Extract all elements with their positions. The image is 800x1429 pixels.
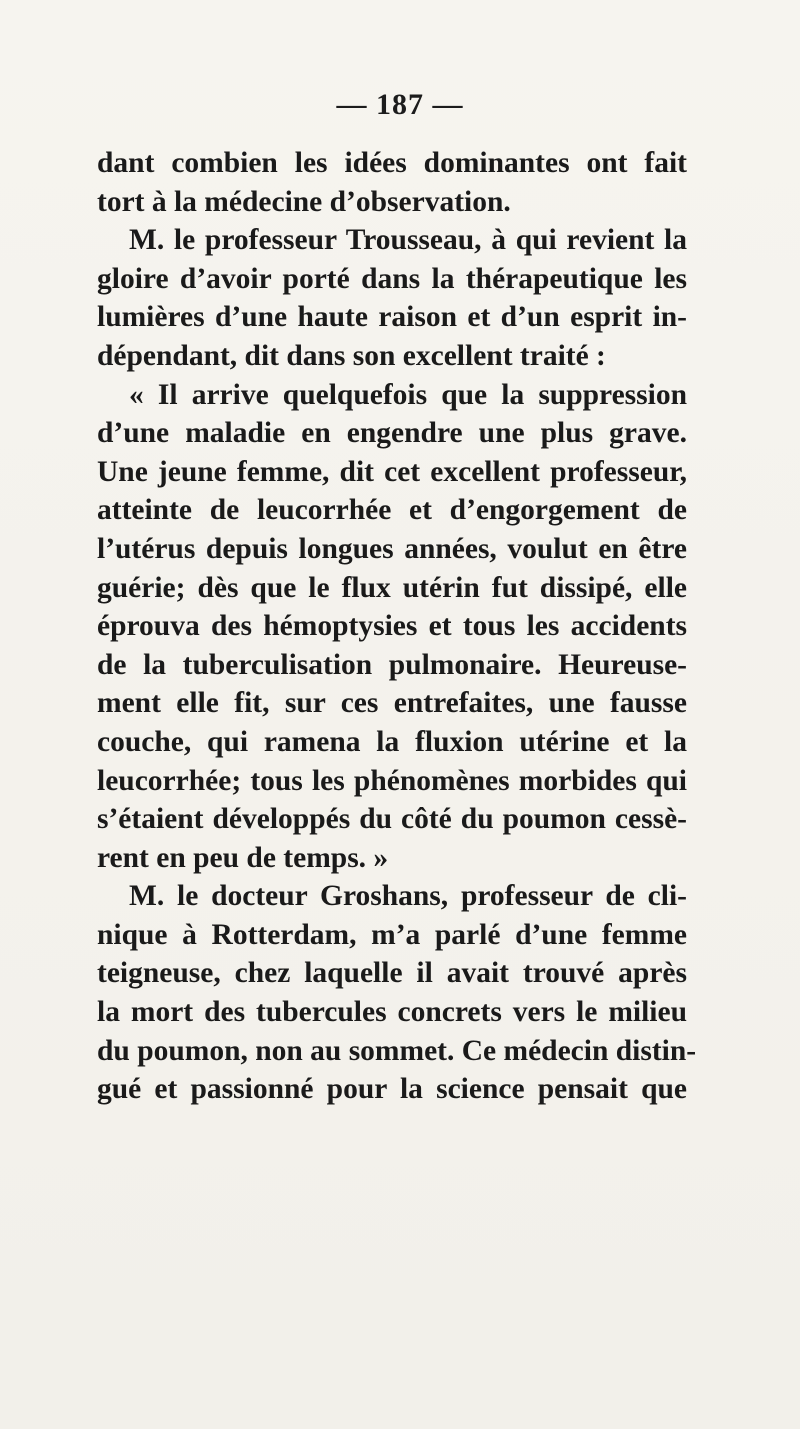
text-line: lumières d’une haute raison et d’un esprit in- [97, 301, 687, 334]
text-line: teigneuse, chez laquelle il avait trouvé après [97, 957, 687, 990]
text-line: ment elle fit, sur ces entrefaites, une fausse [97, 687, 687, 720]
text-line: M. le docteur Groshans, professeur de cli- [129, 880, 687, 913]
text-line: gloire d’avoir porté dans la thérapeutique les [97, 262, 687, 295]
text-line: Une jeune femme, dit cet excellent professeur, [97, 455, 687, 488]
text-line: s’étaient développés du côté du poumon cessè- [97, 803, 687, 836]
text-line: tort à la médecine d’observation. [97, 185, 511, 218]
text-line: la mort des tubercules concrets vers le milieu [97, 996, 687, 1029]
text-line: éprouva des hémoptysies et tous les accidents [97, 610, 687, 643]
text-line: gué et passionné pour la science pensait que [97, 1073, 687, 1106]
text-line: M. le professeur Trousseau, à qui revient la [129, 224, 687, 257]
text-line: dépendant, dit dans son excellent traité : [97, 339, 606, 372]
text-line: couche, qui ramena la fluxion utérine et la [97, 725, 687, 758]
text-line: leucorrhée; tous les phénomènes morbides qui [97, 764, 687, 797]
text-line: rent en peu de temps. » [97, 841, 389, 874]
text-line: nique à Rotterdam, m’a parlé d’une femme [97, 918, 687, 951]
text-line: l’utérus depuis longues années, voulut en être [97, 532, 687, 565]
text-line: atteinte de leucorrhée et d’engorgement de [97, 494, 687, 527]
text-line: dant combien les idées dominantes ont fait [97, 147, 687, 179]
body-text [97, 144, 697, 1109]
text-line: guérie; dès que le flux utérin fut dissipé, elle [97, 571, 687, 604]
text-line: de la tuberculisation pulmonaire. Heureuse- [97, 648, 687, 681]
text-line: « Il arrive quelquefois que la suppression [129, 378, 687, 411]
text-line: d’une maladie en engendre une plus grave. [97, 417, 687, 450]
text-line: du poumon, non au sommet. Ce médecin distin- [97, 1034, 697, 1067]
page-number: — 187 — [336, 88, 464, 121]
